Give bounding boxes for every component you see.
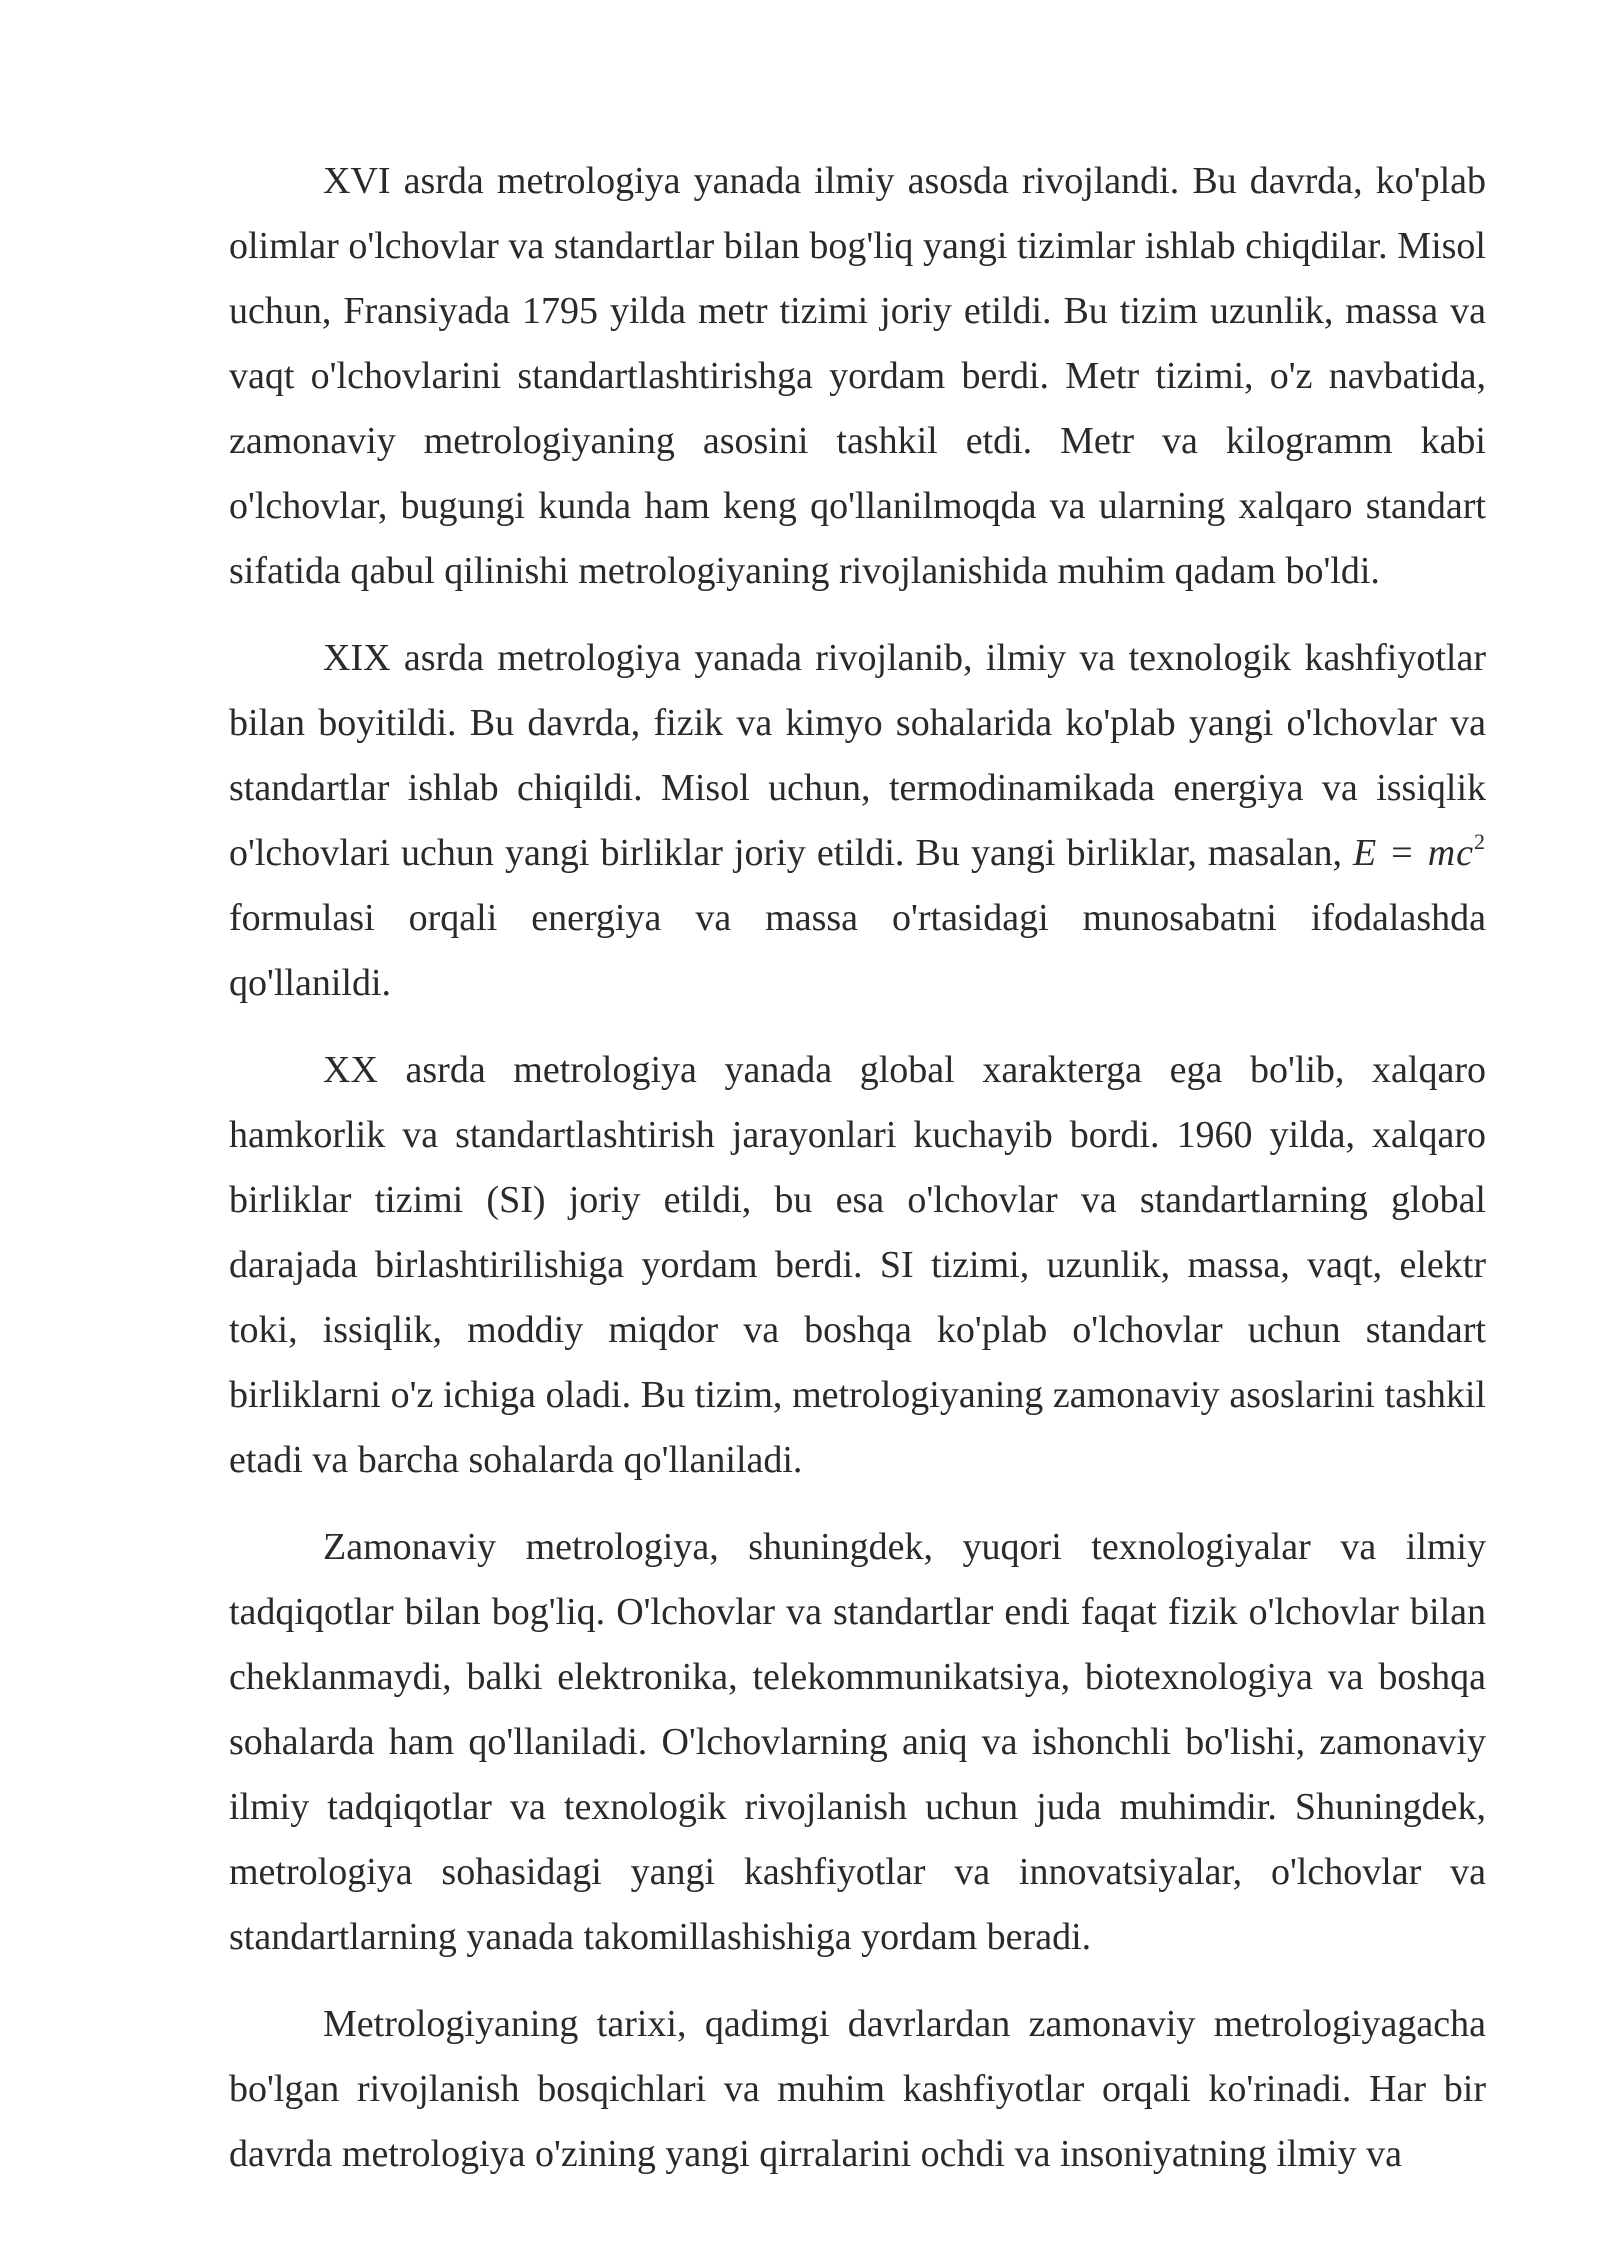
paragraph-xx-century: XX asrda metrologiya yanada global xarakterga ega bo'lib, xalqaro hamkorlik va standartlashtirish jarayonlari kuchayib bordi. 1960 yilda, xalqaro birliklar tizimi (SI) joriy etildi, bu esa o'lchovlar va standartlarning global darajada birlashtirilishiga yordam berdi. SI tizimi, uzunlik, massa, vaqt, elektr toki, issiqlik, moddiy miqdor va boshqa ko'plab o'lchovlar uchun standart birliklarni o'z ichiga oladi. Bu tizim, metrologiyaning zamonaviy asoslarini tashkil etadi va barcha sohalarda qo'llaniladi. (229, 1049, 1486, 1481)
formula-e-mc2 (1353, 829, 1486, 874)
paragraph-modern-metrology: Zamonaviy metrologiya, shuningdek, yuqori texnologiyalar va ilmiy tadqiqotlar bilan bog'liq. O'lchovlar va standartlar endi faqat fizik o'lchovlar bilan cheklanmaydi, balki elektronika, telekommunikatsiya, biotexnologiya va boshqa sohalarda ham qo'llaniladi. O'lchovlarning aniq va ishonchli bo'lishi, zamonaviy ilmiy tadqiqotlar va texnologik rivojlanish uchun juda muhimdir. Shuningdek, metrologiya sohasidagi yangi kashfiyotlar va innovatsiyalar, o'lchovlar va standartlarning yanada takomillashishiga yordam beradi. (229, 1526, 1486, 1958)
paragraph-text-before-formula: XIX asrda metrologiya yanada rivojlanib, ilmiy va texnologik kashfiyotlar bilan boyitildi. Bu davrda, fizik va kimyo sohalarida ko'plab yangi o'lchovlar va standartlar ishlab chiqildi. Misol uchun, termodinamikada energiya va issiqlik o'lchovlari uchun yangi birliklar joriy etildi. Bu yangi birliklar, masalan, (229, 637, 1486, 874)
paragraph-text-after-formula: formulasi orqali energiya va massa o'rtasidagi munosabatni ifodalashda qo'llanildi. (229, 897, 1486, 1004)
formula-exponent: 2 (1474, 829, 1486, 854)
paragraph-metrology-history: Metrologiyaning tarixi, qadimgi davrlardan zamonaviy metrologiyagacha bo'lgan rivojlanish bosqichlari va muhim kashfiyotlar orqali ko'rinadi. Har bir davrda metrologiya o'zining yangi qirralarini ochdi va insoniyatning ilmiy va (229, 2003, 1486, 2175)
formula-lhs: E (1353, 832, 1378, 874)
paragraph-xix-century (229, 626, 1486, 1016)
formula-rhs: mc (1427, 832, 1474, 874)
paragraph-xvi-century: XVI asrda metrologiya yanada ilmiy asosda rivojlandi. Bu davrda, ko'plab olimlar o'lchovlar va standartlar bilan bog'liq yangi tizimlar ishlab chiqdilar. Misol uchun, Fransiyada 1795 yilda metr tizimi joriy etildi. Bu tizim uzunlik, massa va vaqt o'lchovlarini standartlashtirishga yordam berdi. Metr tizimi, o'z navbatida, zamonaviy metrologiyaning asosini tashkil etdi. Metr va kilogramm kabi o'lchovlar, bugungi kunda ham keng qo'llanilmoqda va ularning xalqaro standart sifatida qabul qilinishi metrologiyaning rivojlanishida muhim qadam bo'ldi. (229, 160, 1486, 592)
formula-equals: = (1391, 832, 1414, 874)
